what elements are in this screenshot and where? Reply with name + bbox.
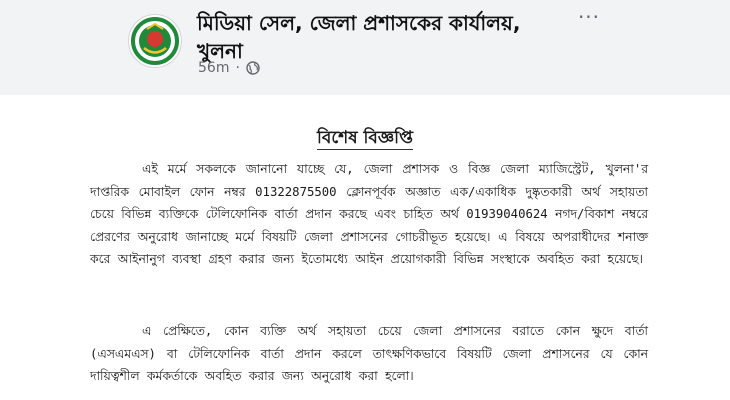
more-options-icon[interactable]: ··· xyxy=(577,5,601,29)
post-photo[interactable] xyxy=(0,95,730,400)
notice-title xyxy=(0,125,730,153)
page-avatar[interactable] xyxy=(128,14,182,68)
post-meta xyxy=(198,60,260,76)
notice-title-text: বিশেষ বিজ্ঞপ্তি xyxy=(317,128,413,148)
page-name-link[interactable]: মিডিয়া সেল, জেলা প্রশাসকের কার্যালয়, খুলনা xyxy=(197,11,521,63)
notice-paragraph-1: এই মর্মে সকলকে জানানো যাচ্ছে যে, জেলা প্রশাসক ও বিজ্ঞ জেলা ম্যাজিস্ট্রেট, খুলনা'র দাপ্তরিক মোবাইল ফোন নম্বর 01322875500 ক্লোনপূর্বক অজ্ঞাত এক/একাধিক দুষ্কৃতকারী অর্থ সহায়তা চেয়ে বিভিন্ন ব্যক্তিকে টেলিফোনিক বার্তা প্রদান করছে এবং চাহিত অর্থ 01939040624 নগদ/বিকাশ নম্বরে প্রেরণের অনুরোধ জানাচ্ছে মর্মে বিষয়টি জেলা প্রশাসনের গোচরীভূত হয়েছে। এ বিষয়ে অপরাধীদের শনাক্ত করে আইনানুগ ব্যবস্থা গ্রহণ করার জন্য ইতোমধ্যে আইন প্রয়োগকারী বিভিন্ন সংস্থাকে অবহিত করা হয়েছে। xyxy=(90,162,648,266)
post-timestamp[interactable]: 56m xyxy=(198,60,230,76)
meta-separator: · xyxy=(235,60,240,76)
globe-icon xyxy=(246,61,260,75)
district-logo-icon xyxy=(129,15,181,67)
notice-paragraph-2: এ প্রেক্ষিতে, কোন ব্যক্তি অর্থ সহায়তা চেয়ে জেলা প্রশাসনের বরাতে কোন ক্ষুদে বার্তা (এসএমএস) বা টেলিফোনিক বার্তা প্রদান করলে তাৎক্ষণিকভাবে বিষয়টি জেলা প্রশাসনের যে কোন দায়িত্বশীল কর্মকর্তাকে অবহিত করার জন্য অনুরোধ করা হলো। xyxy=(90,324,648,383)
post-header xyxy=(0,0,730,95)
